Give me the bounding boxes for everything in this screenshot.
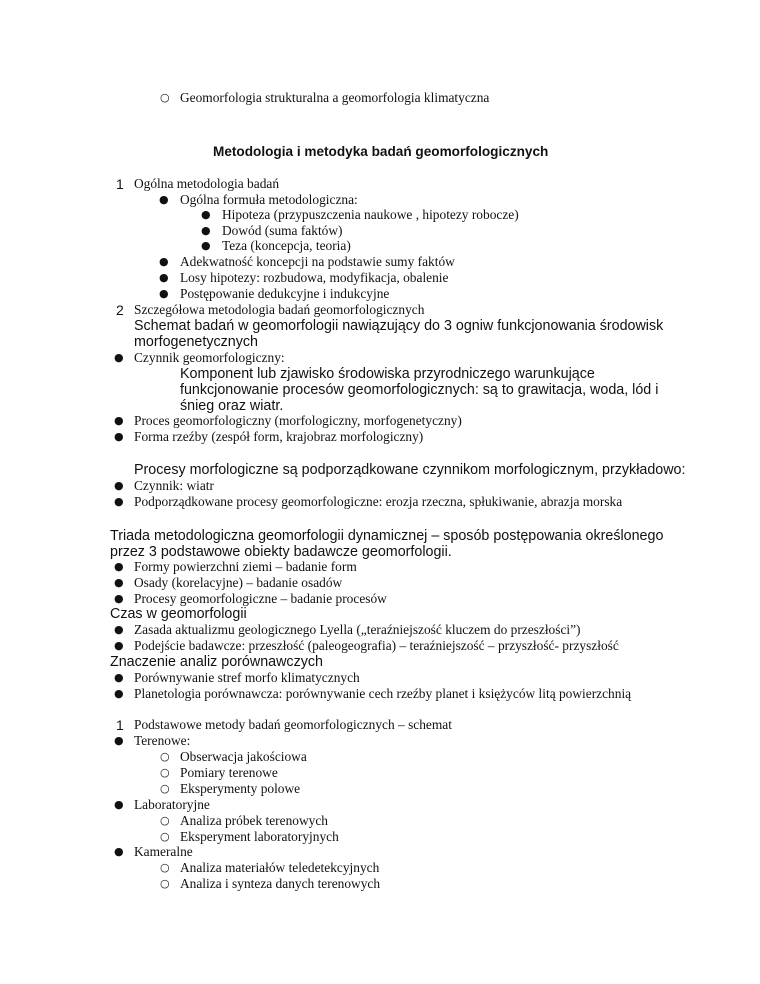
list-item: Eksperyment laboratoryjnych [180,829,339,844]
section-number: 1 [116,717,124,733]
list-item: Osady (korelacyjne) – badanie osadów [134,575,343,590]
section-title: Ogólna metodologia badań [134,176,280,191]
section-number: 2 [116,302,124,318]
list-item: Forma rzeźby (zespół form, krajobraz morfologiczny) [134,429,424,444]
list-item: Proces geomorfologiczny (morfologiczny, morfogenetyczny) [134,413,462,428]
list-item: Ogólna formuła metodologiczna: [180,192,358,207]
list-item: Analiza i synteza danych terenowych [180,876,381,891]
bullet-icon: ● [114,414,124,427]
list-item: Hipoteza (przypuszczenia naukowe , hipotezy robocze) [222,207,519,222]
bullet-icon: ● [114,592,124,605]
circle-bullet-icon: ○ [160,766,170,779]
paragraph-line: Triada metodologiczna geomorfologii dynamicznej – sposób postępowania określonego [110,528,664,544]
bullet-icon: ● [114,351,124,364]
list-item: Obserwacja jakościowa [180,749,307,764]
circle-bullet-icon: ○ [160,877,170,890]
subheading: Czas w geomorfologii [110,606,247,622]
list-item: Zasada aktualizmu geologicznego Lyella („teraźniejszość kluczem do przeszłości”) [134,622,581,637]
list-item: Czynnik geomorfologiczny: [134,350,285,365]
bullet-icon: ● [114,623,124,636]
bullet-icon: ● [114,639,124,652]
circle-bullet-icon: ○ [160,750,170,763]
list-item: Podporządkowane procesy geomorfologiczne: erozja rzeczna, spłukiwanie, abrazja morska [134,494,623,509]
bullet-icon: ● [114,479,124,492]
bullet-icon: ● [201,208,211,221]
paragraph-line: Procesy morfologiczne są podporządkowane czynnikom morfologicznym, przykładowo: [134,462,686,478]
section-title: Szczegółowa metodologia badań geomorfologicznych [134,302,425,317]
paragraph-line: Komponent lub zjawisko środowiska przyrodniczego warunkujące [180,366,595,382]
bullet-icon: ● [114,576,124,589]
bullet-icon: ● [114,495,124,508]
paragraph-line: śnieg oraz wiatr. [180,398,284,414]
circle-bullet-icon: ○ [160,782,170,795]
list-item: Czynnik: wiatr [134,478,214,493]
list-item: Dowód (suma faktów) [222,223,343,238]
paragraph-line: Schemat badań w geomorfologii nawiązujący do 3 ogniw funkcjonowania środowisk [134,318,664,334]
list-item: Adekwatność koncepcji na podstawie sumy faktów [180,254,455,269]
list-item: Postępowanie dedukcyjne i indukcyjne [180,286,390,301]
page-title: Metodologia i metodyka badań geomorfologicznych [213,144,549,159]
list-item: Losy hipotezy: rozbudowa, modyfikacja, obalenie [180,270,449,285]
list-item: Podejście badawcze: przeszłość (paleogeografia) – teraźniejszość – przyszłość- przyszłość [134,638,619,653]
list-item: Porównywanie stref morfo klimatycznych [134,670,360,685]
bullet-icon: ● [201,239,211,252]
list-item: Analiza próbek terenowych [180,813,328,828]
bullet-icon: ● [159,287,169,300]
section-title: Podstawowe metody badań geomorfologicznych – schemat [134,717,452,732]
circle-bullet-icon: ○ [160,91,170,104]
bullet-icon: ● [159,271,169,284]
list-item: Laboratoryjne [134,797,210,812]
paragraph-line: funkcjonowanie procesów geomorfologicznych: są to grawitacja, woda, lód i [180,382,659,398]
bullet-icon: ● [159,193,169,206]
subheading: Znaczenie analiz porównawczych [110,654,323,670]
circle-bullet-icon: ○ [160,830,170,843]
list-item: Formy powierzchni ziemi – badanie form [134,559,357,574]
paragraph-line: przez 3 podstawowe obiekty badawcze geomorfologii. [110,544,452,560]
paragraph-line: morfogenetycznych [134,334,258,350]
list-item: Eksperymenty polowe [180,781,301,796]
section-number: 1 [116,176,124,192]
bullet-icon: ● [114,845,124,858]
bullet-icon: ● [114,671,124,684]
bullet-icon: ● [114,560,124,573]
list-item: Terenowe: [134,733,191,748]
bullet-icon: ● [201,224,211,237]
circle-bullet-icon: ○ [160,861,170,874]
circle-bullet-icon: ○ [160,814,170,827]
list-item: Analiza materiałów teledetekcyjnych [180,860,380,875]
list-item: Planetologia porównawcza: porównywanie cech rzeźby planet i księżyców litą powierzchnią [134,686,632,701]
list-item: Geomorfologia strukturalna a geomorfologia klimatyczna [180,90,490,105]
bullet-icon: ● [114,798,124,811]
list-item: Procesy geomorfologiczne – badanie procesów [134,591,387,606]
list-item: Teza (koncepcja, teoria) [222,238,351,253]
bullet-icon: ● [114,430,124,443]
bullet-icon: ● [114,687,124,700]
list-item: Pomiary terenowe [180,765,278,780]
bullet-icon: ● [114,734,124,747]
bullet-icon: ● [159,255,169,268]
list-item: Kameralne [134,844,193,859]
